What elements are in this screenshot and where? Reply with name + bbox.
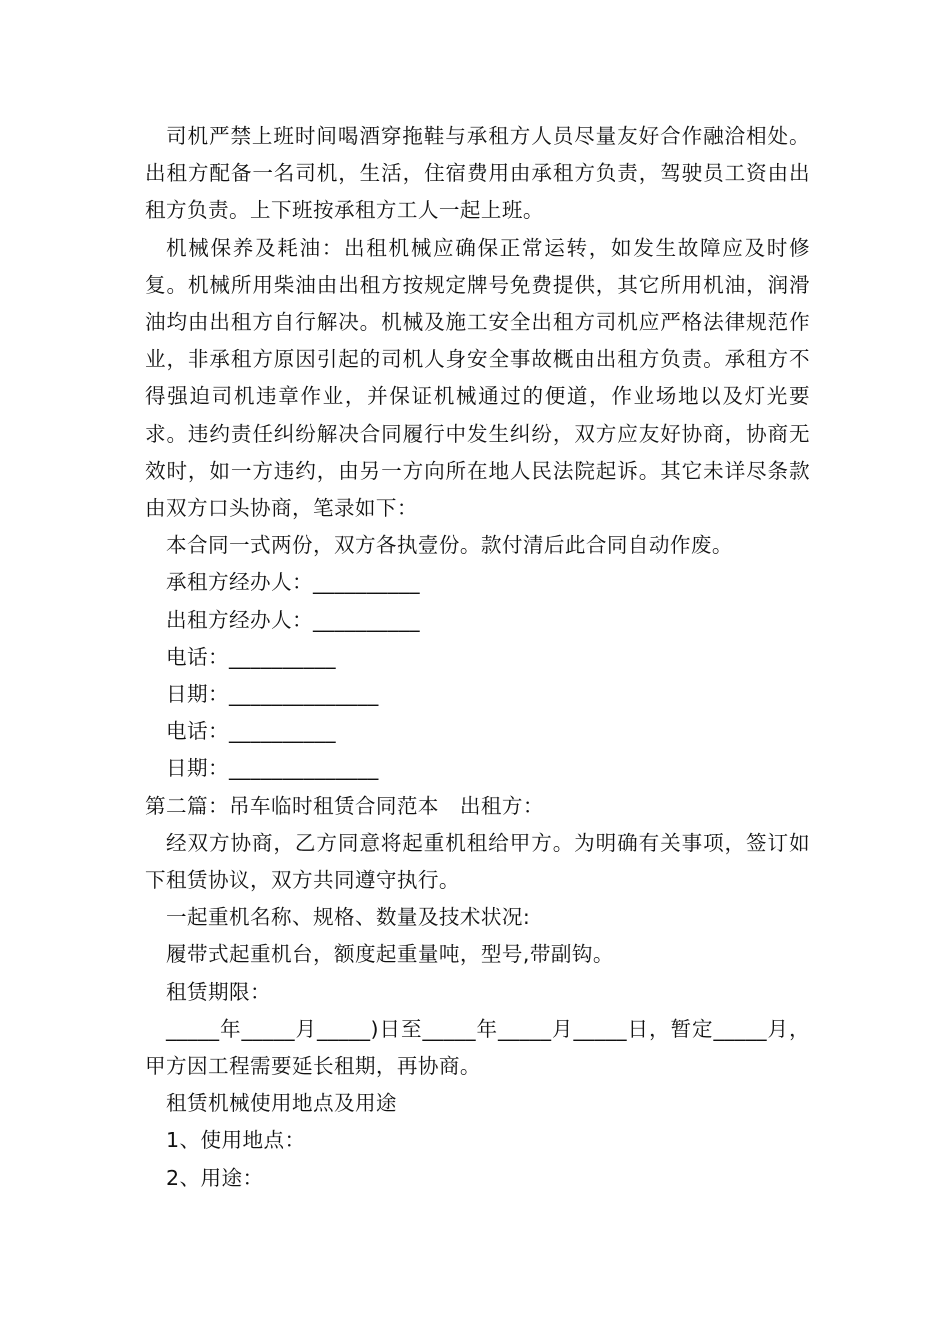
field-date-2: 日期：______________ [166, 756, 379, 781]
field-lessee-agent: 承租方经办人：__________ [166, 570, 420, 595]
field-lessor-agent: 出租方经办人：__________ [166, 607, 420, 632]
section-heading: 第二篇：吊车临时租赁合同范本 出租方： [145, 793, 544, 818]
paragraph-date-range: _____年_____月_____)日至_____年_____月_____日，暂定_____月，甲方因工程需要延长租期，再协商。 [145, 1016, 810, 1079]
item-usage-location: 1、使用地点： [166, 1128, 306, 1153]
item-usage-title: 租赁机械使用地点及用途 [166, 1091, 397, 1116]
item-crane-spec: 履带式起重机台，额度起重量吨，型号,带副钩。 [166, 942, 614, 967]
field-phone-2: 电话：__________ [166, 719, 336, 744]
item-crane-spec-title: 一起重机名称、规格、数量及技术状况: [166, 905, 531, 930]
field-date-1: 日期：______________ [166, 682, 379, 707]
paragraph-agreement: 经双方协商，乙方同意将起重机租给甲方。为明确有关事项，签订如下租赁协议，双方共同遵守执行。 [145, 830, 810, 893]
item-lease-term: 租赁期限： [166, 979, 271, 1004]
paragraph-maintenance-fuel: 机械保养及耗油：出租机械应确保正常运转，如发生故障应及时修复。机械所用柴油由出租方按规定牌号免费提供，其它所用机油，润滑油均由出租方自行解决。机械及施工安全出租方司机应严格法律规范作业，非承租方原因引起的司机人身安全事故概由出租方负责。承租方不得强迫司机违章作业，并保证机械通过的便道，作业场地以及灯光要求。违约责任纠纷解决合同履行中发生纠纷，双方应友好协商，协商无效时，如一方违约，由另一方向所在地人民法院起诉。其它未详尽条款由双方口头协商，笔录如下： [145, 235, 810, 521]
item-usage-purpose: 2、用途： [166, 1165, 264, 1190]
field-phone-1: 电话：__________ [166, 644, 336, 669]
paragraph-driver-rules: 司机严禁上班时间喝酒穿拖鞋与承租方人员尽量友好合作融洽相处。出租方配备一名司机，生活，住宿费用由承租方负责，驾驶员工资由出租方负责。上下班按承租方工人一起上班。 [145, 124, 810, 223]
document-body [145, 118, 810, 1197]
paragraph-copies: 本合同一式两份，双方各执壹份。款付清后此合同自动作废。 [166, 533, 733, 558]
